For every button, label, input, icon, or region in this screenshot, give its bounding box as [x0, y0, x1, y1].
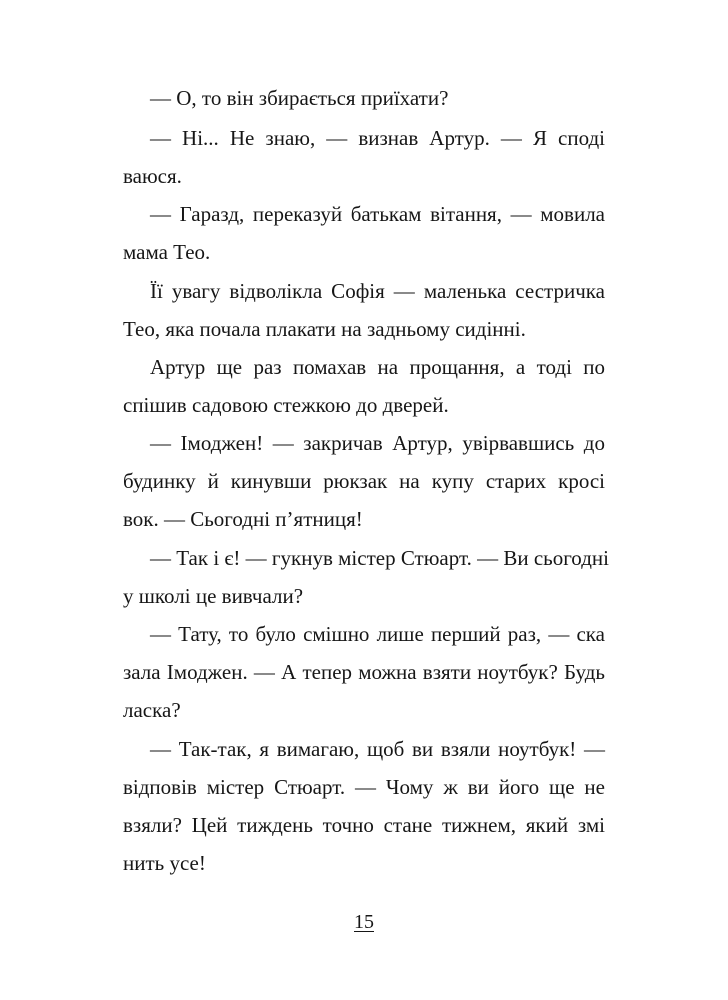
- text-line: — Тату, то було смішно лише перший раз, — ска: [150, 622, 605, 646]
- text-line: у школі це вивчали?: [123, 584, 304, 608]
- text-line: — О, то він збирається приїхати?: [150, 86, 449, 110]
- text-line: ваюся.: [123, 164, 182, 188]
- text-line: — Імоджен! — закричав Артур, увірвавшись до: [150, 431, 605, 455]
- text-line: ласка?: [123, 698, 181, 722]
- text-line: спішив садовою стежкою до дверей.: [123, 393, 449, 417]
- text-line: Тео, яка почала плакати на задньому сидінні.: [123, 317, 526, 341]
- text-line: — Так-так, я вимагаю, щоб ви взяли ноутбук! —: [150, 737, 605, 761]
- text-line: Артур ще раз помахав на прощання, а тоді по: [150, 355, 605, 379]
- text-line: відповів містер Стюарт. — Чому ж ви його ще не: [123, 775, 605, 799]
- text-line: нить усе!: [123, 851, 206, 875]
- text-line: Її увагу відволікла Софія — маленька сестричка: [150, 279, 605, 303]
- text-line: — Ні... Не знаю, — визнав Артур. — Я споді: [150, 126, 605, 150]
- text-line: мама Тео.: [123, 240, 211, 264]
- text-line: вок. — Сьогодні п’ятниця!: [123, 507, 363, 531]
- page-number: 15: [354, 911, 374, 933]
- text-line: взяли? Цей тиждень точно стане тижнем, який змі: [123, 813, 605, 837]
- text-line: будинку й кинувши рюкзак на купу старих кросі: [123, 469, 605, 493]
- text-line: — Так і є! — гукнув містер Стюарт. — Ви сьогодні: [150, 546, 609, 570]
- text-line: — Гаразд, переказуй батькам вітання, — мовила: [150, 202, 605, 226]
- text-line: зала Імоджен. — А тепер можна взяти ноутбук? Будь: [123, 660, 605, 684]
